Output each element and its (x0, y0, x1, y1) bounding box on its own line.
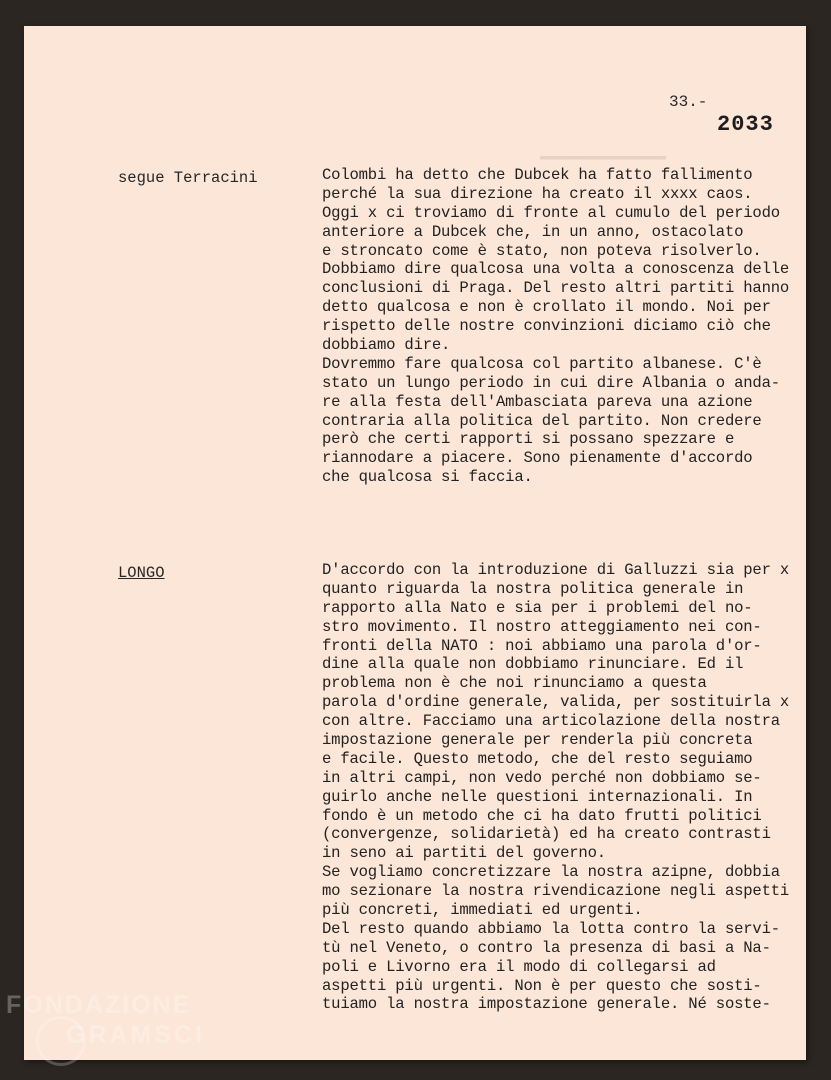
text-line: in seno ai partiti del governo. (322, 844, 606, 863)
text-line: guirlo anche nelle questioni internazionali. In (322, 787, 753, 806)
text-line: conclusioni di Praga. Del resto altri partiti hanno (322, 279, 790, 298)
text-line: stato un lungo periodo in cui dire Albania o anda- (322, 373, 780, 392)
speaker-label-longo: LONGO (118, 564, 165, 582)
text-line: e stroncato come è stato, non poteva risolverlo. (322, 241, 762, 260)
text-line: più concreti, immediati ed urgenti. (322, 901, 643, 920)
text-line: Dobbiamo dire qualcosa una volta a conoscenza delle (322, 260, 790, 279)
text-line: tuiamo la nostra impostazione generale. Né soste- (322, 995, 771, 1014)
speech-terracini (322, 166, 789, 487)
text-line: Dovremmo fare qualcosa col partito albanese. C'è (322, 354, 762, 373)
text-line: rispetto delle nostre convinzioni diciamo ciò che (322, 317, 771, 336)
text-line: che qualcosa si faccia. (322, 468, 533, 487)
text-line: fronti della NATO : noi abbiamo una parola d'or- (322, 636, 762, 655)
bleed-through-shadow: ▬▬▬▬▬▬▬▬▬▬▬▬▬▬ (540, 148, 667, 165)
text-line: re alla festa dell'Ambasciata pareva una azione (322, 392, 753, 411)
text-line: fondo è un metodo che ci ha dato frutti politici (322, 806, 762, 825)
text-line: tù nel Veneto, o contro la presenza di basi a Na- (322, 938, 771, 957)
text-line: problema non è che noi rinunciamo a questa (322, 674, 707, 693)
watermark-line-2: GRAMSCI (66, 1021, 206, 1049)
text-line: dobbiamo dire. (322, 336, 451, 355)
watermark-line-1: FONDAZIONE (6, 991, 192, 1019)
text-line: Colombi ha detto che Dubcek ha fatto fallimento (322, 166, 753, 184)
page-number: 33.- (669, 93, 708, 111)
text-line: poli e Livorno era il modo di collegarsi ad (322, 957, 716, 976)
text-line: quanto riguarda la nostra politica generale in (322, 579, 744, 598)
document-page (24, 26, 806, 1060)
text-line: però che certi rapporti si possano spezzare e (322, 430, 735, 449)
speech-longo (322, 561, 789, 1014)
text-line: in altri campi, non vedo perché non dobbiamo se- (322, 768, 762, 787)
text-line: con altre. Facciamo una articolazione della nostra (322, 712, 780, 731)
text-line: mo sezionare la nostra rivendicazione negli aspetti (322, 882, 790, 901)
speaker-label-terracini: segue Terracini (118, 169, 258, 187)
text-line: perché la sua direzione ha creato il xxxx caos. (322, 184, 753, 203)
text-line: parola d'ordine generale, valida, per sostituirla x (322, 693, 790, 712)
text-line: detto qualcosa e non è crollato il mondo. Noi per (322, 298, 771, 317)
fondazione-gramsci-watermark (6, 990, 205, 1050)
text-line: stro movimento. Il nostro atteggiamento nei con- (322, 617, 762, 636)
text-line: anteriore a Dubcek che, in un anno, ostacolato (322, 222, 744, 241)
text-line: Oggi x ci troviamo di fronte al cumulo del periodo (322, 203, 780, 222)
archive-number: 2033 (717, 112, 774, 137)
text-line: Del resto quando abbiamo la lotta contro la servi- (322, 919, 780, 938)
text-line: aspetti più urgenti. Non è per questo che sosti- (322, 976, 762, 995)
text-line: dine alla quale non dobbiamo rinunciare. Ed il (322, 655, 744, 674)
text-line: impostazione generale per renderla più concreta (322, 731, 753, 750)
text-line: (convergenze, solidarietà) ed ha creato contrasti (322, 825, 771, 844)
text-line: Se vogliamo concretizzare la nostra azipne, dobbia (322, 863, 780, 882)
text-line: riannodare a piacere. Sono pienamente d'accordo (322, 449, 753, 468)
text-line: contraria alla politica del partito. Non credere (322, 411, 762, 430)
text-line: D'accordo con la introduzione di Galluzzi sia per x (322, 561, 790, 579)
watermark-logo-icon (36, 1016, 86, 1066)
text-line: rapporto alla Nato e sia per i problemi del no- (322, 598, 753, 617)
text-line: e facile. Questo metodo, che del resto seguiamo (322, 749, 753, 768)
